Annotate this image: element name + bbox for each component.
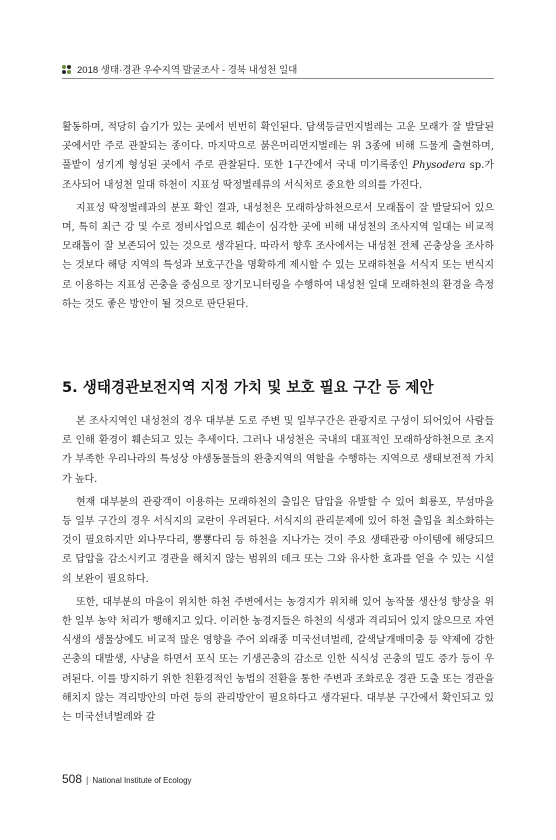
header-dots-icon [62, 65, 71, 74]
page-footer [62, 772, 192, 786]
paragraph-3: 본 조사지역인 내성천의 경우 대부분 도로 주변 및 일부구간은 관광지로 구성이 되어있어 사람들로 인해 환경이 훼손되고 있는 추세이다. 그러나 내성천은 국내의 대표적인 모래하상하천으로 초지가 부족한 우리나라의 특성상 야생동물들의 완충지역의 역할을 수행하는 지역으로 생태보전적 가치가 높다. [62, 416, 494, 485]
running-header [62, 62, 297, 76]
species-name: Physodera [412, 160, 466, 172]
body-top [62, 118, 494, 318]
header-title: 2018 생태·경관 우수지역 발굴조사 - 경북 내성천 일대 [77, 65, 298, 76]
page-number: 508 [62, 772, 83, 786]
body-bottom [62, 412, 494, 731]
section-heading: 5. 생태경관보전지역 지정 가치 및 보호 필요 구간 등 제안 [62, 379, 434, 396]
paragraph-5: 또한, 대부분의 마을이 위치한 하천 주변에서는 농경지가 위치해 있어 농작물 생산성 향상을 위한 일부 농약 처리가 행해지고 있다. 이러한 농경지들은 하천의 식생과 격리되어 있지 않으므로 자연식생의 생물상에도 비교적 많은 영향을 주어 외래종 미국선녀벌레, 갈색날개매미충 등 약제에 강한 곤충의 대발생, 사냥을 하면서 포식 또는 기생곤충의 감소로 인한 식식성 곤충의 밀도 증가 등이 우려된다. 이를 방지하기 위한 친환경적인 농법의 전환을 통한 주변과 조화로운 경관 도출 또는 경관을 해치지 않는 격리방안의 마련 등의 관리방안이 필요하다고 생각된다. 대부분 구간에서 확인되고 있는 미국선녀벌레와 갈 [62, 596, 494, 724]
paragraph-1: 활동하며, 적당히 습기가 있는 곳에서 빈번히 확인된다. 담색등글먼지벌레는 고운 모래가 잘 발달된 곳에서만 주로 관찰되는 종이다. 마지막으로 붉은머리먼지벌레는 위 3종에 비해 드물게 출현하며, 풀밭이 성기게 형성된 곳에서 주로 관찰된다. 또한 1구간에서 국내 미기록종인 Physodera sp.가 조사되어 내성천 일대 하천이 지표성 딱정벌레류의 서식처로 중요한 의의를 가진다. [62, 122, 494, 191]
paragraph-4: 현재 대부분의 관광객이 이용하는 모래하천의 출입은 답압을 유발할 수 있어 회룡포, 무섬마을 등 일부 구간의 경우 서식지의 교란이 우려된다. 서식지의 관리문제에 있어 하천 출입을 최소화하는 것이 필요하지만 외나무다리, 뿅뿅다리 등 하천을 지나가는 것이 주요 생태관광 아이템에 해당되므로 답압을 감소시키고 경관을 해치지 않는 범위의 데크 또는 그와 유사한 효과를 얻을 수 있는 시설의 보완이 필요하다. [62, 496, 494, 585]
institute-name: National Institute of Ecology [92, 776, 192, 785]
footer-separator: | [86, 775, 89, 785]
header-divider [62, 78, 494, 79]
paragraph-2: 지표성 딱정벌레과의 분포 확인 결과, 내성천은 모래하상하천으로서 모래톱이 잘 발달되어 있으며, 특히 최근 강 및 수로 정비사업으로 훼손이 심각한 곳에 비해 내성천의 조사지역 일대는 비교적 모래톱이 잘 보존되어 있는 것으로 생각된다. 따라서 향후 조사에서는 내성천 전체 곤충상을 조사하는 것보다 해당 지역의 특성과 보호구간을 명확하게 제시할 수 있는 모래하천을 서식지 또는 번식지로 이용하는 지표성 곤충을 중심으로 장기모니터링을 수행하여 내성천 일대 모래하천의 환경을 측정하는 것도 좋은 방안이 될 것으로 판단된다. [62, 202, 494, 310]
